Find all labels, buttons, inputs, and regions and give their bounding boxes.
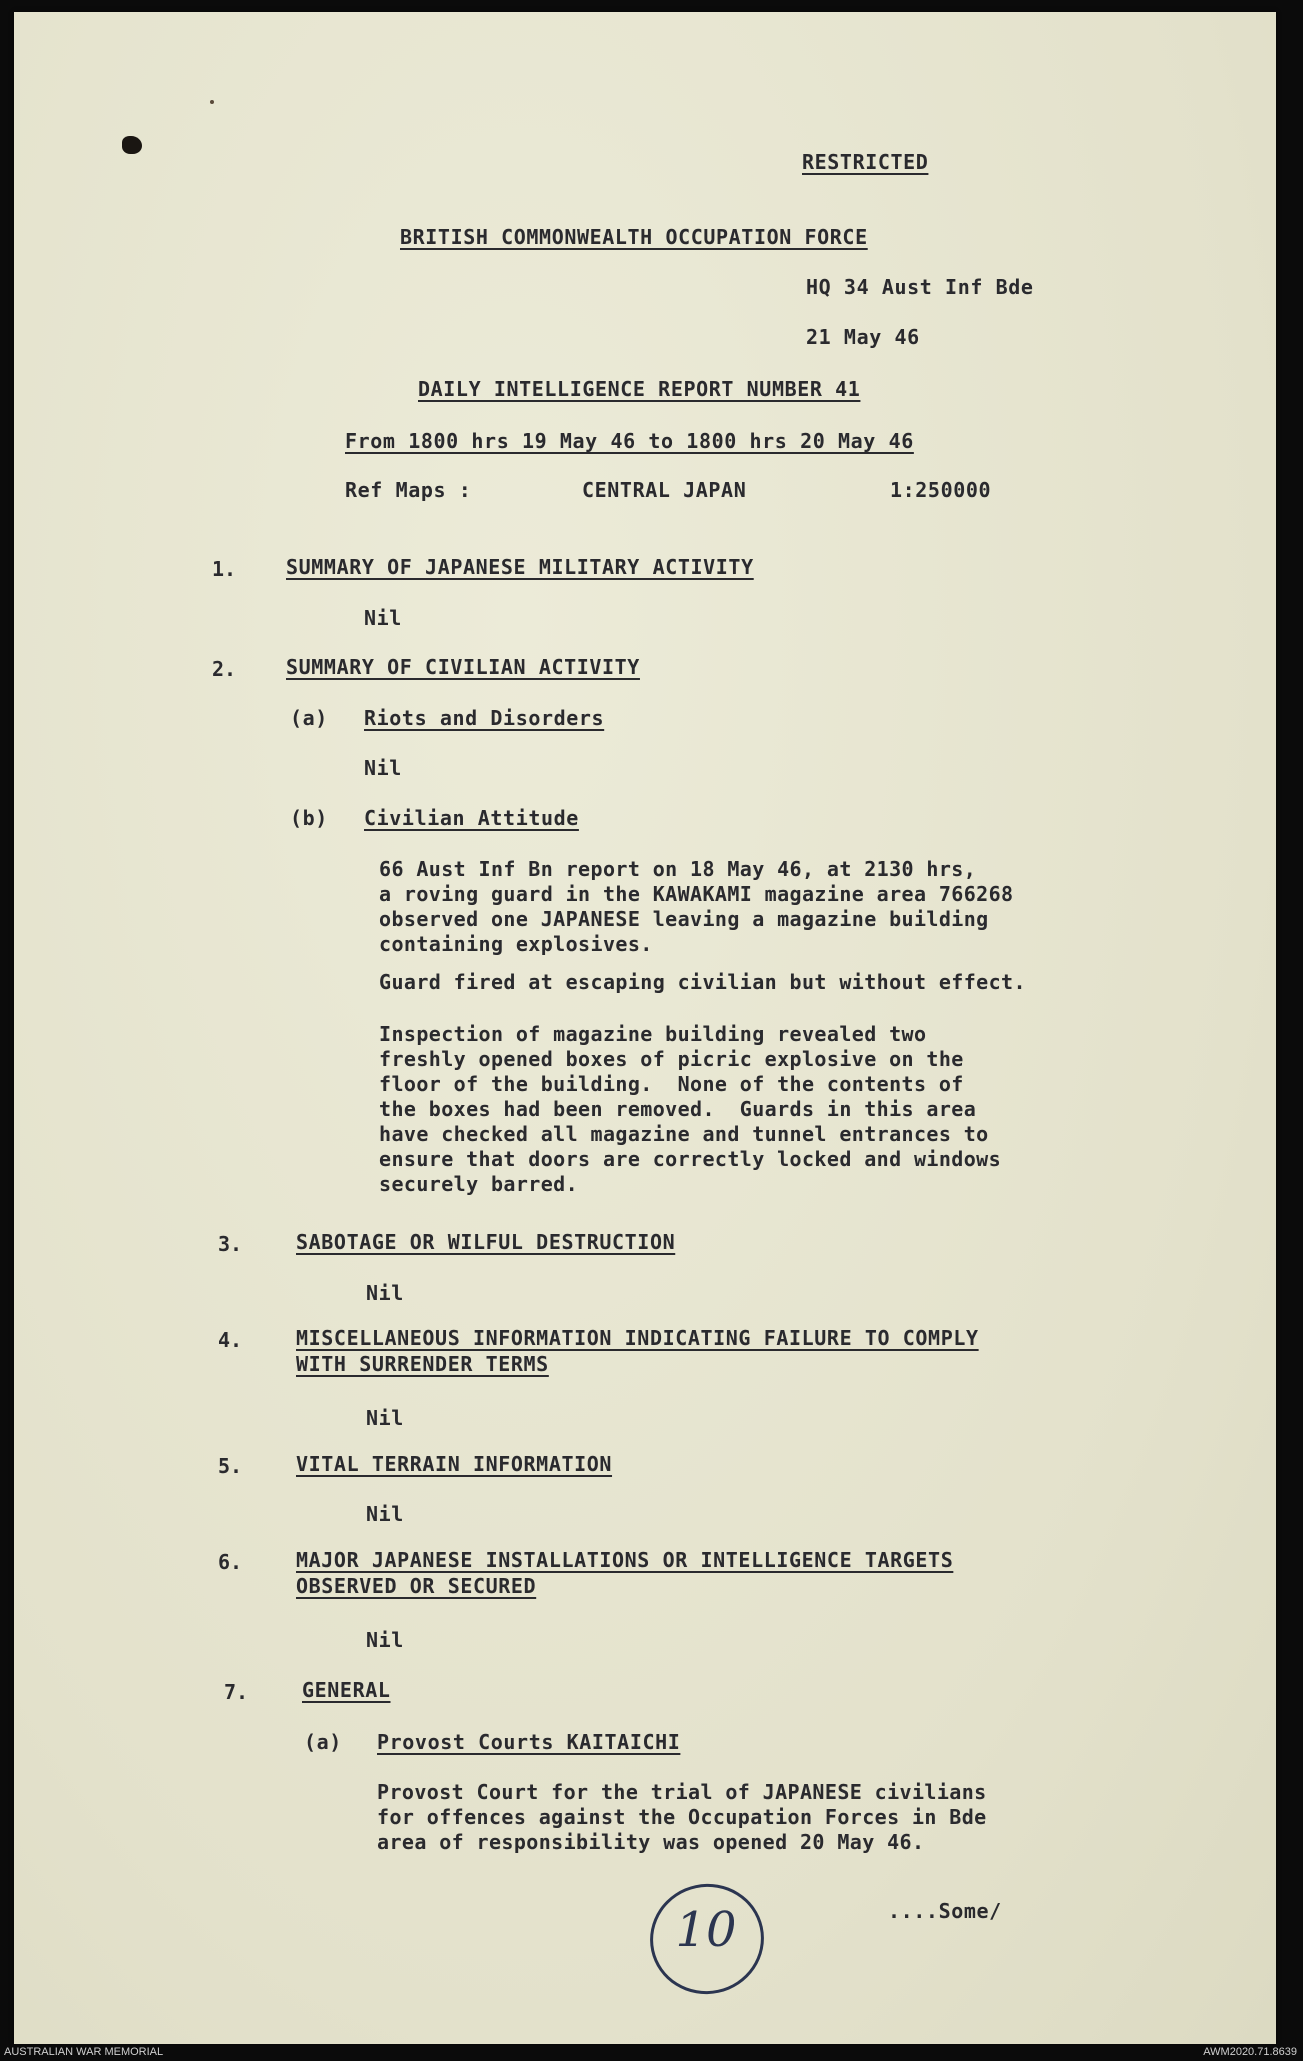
section-7-title: GENERAL	[302, 1678, 391, 1702]
section-3-title: SABOTAGE OR WILFUL DESTRUCTION	[296, 1230, 676, 1254]
report-date: 21 May 46	[806, 325, 920, 349]
report-period: From 1800 hrs 19 May 46 to 1800 hrs 20 May 46	[345, 429, 914, 453]
section-6-title-line-1: MAJOR JAPANESE INSTALLATIONS OR INTELLIGENCE TARGETS	[296, 1548, 954, 1572]
section-6-number: 6.	[218, 1550, 243, 1574]
section-4-number: 4.	[218, 1328, 243, 1352]
organisation-heading: BRITISH COMMONWEALTH OCCUPATION FORCE	[400, 225, 868, 249]
paper-stain	[122, 136, 142, 154]
classification-heading: RESTRICTED	[802, 150, 929, 174]
section-3-body: Nil	[366, 1281, 404, 1305]
section-2b-paragraph-3: Inspection of magazine building revealed two freshly opened boxes of picric explosive on the floor of the building. None of the contents of the boxes had been removed. Guards in this area have checked all magazine and tunnel entrances to ensure that doors are correctly locked and windows securely barred.	[379, 1022, 1002, 1196]
ref-maps-scale: 1:250000	[890, 478, 992, 502]
section-5-number: 5.	[218, 1454, 243, 1478]
section-2-number: 2.	[212, 657, 237, 681]
section-4-body: Nil	[366, 1406, 404, 1430]
section-7a-title: Provost Courts KAITAICHI	[377, 1730, 681, 1754]
section-5-body: Nil	[366, 1502, 404, 1526]
section-2a-label: (a)	[290, 706, 328, 730]
section-1-body: Nil	[364, 606, 402, 630]
footer-institution: AUSTRALIAN WAR MEMORIAL	[4, 2046, 164, 2058]
continuation-marker: ....Some/	[888, 1899, 1002, 1923]
ref-maps-label: Ref Maps :	[345, 478, 472, 502]
section-1-number: 1.	[212, 557, 237, 581]
document-page	[14, 12, 1276, 2044]
section-7-number: 7.	[224, 1680, 249, 1704]
section-2b-label: (b)	[290, 806, 328, 830]
section-2a-title: Riots and Disorders	[364, 706, 605, 730]
ref-maps-area: CENTRAL JAPAN	[582, 478, 747, 502]
section-2b-title: Civilian Attitude	[364, 806, 579, 830]
section-7a-label: (a)	[304, 1730, 342, 1754]
paper-spot	[210, 100, 214, 104]
hq-line: HQ 34 Aust Inf Bde	[806, 275, 1034, 299]
section-2b-paragraph-2: Guard fired at escaping civilian but without effect.	[379, 970, 1026, 994]
section-4-title-line-2: WITH SURRENDER TERMS	[296, 1352, 549, 1376]
section-4-title-line-1: MISCELLANEOUS INFORMATION INDICATING FAILURE TO COMPLY	[296, 1326, 979, 1350]
section-2-title: SUMMARY OF CIVILIAN ACTIVITY	[286, 655, 640, 679]
report-title: DAILY INTELLIGENCE REPORT NUMBER 41	[418, 377, 861, 401]
section-6-title-line-2: OBSERVED OR SECURED	[296, 1574, 537, 1598]
section-6-body: Nil	[366, 1628, 404, 1652]
section-5-title: VITAL TERRAIN INFORMATION	[296, 1452, 613, 1476]
section-1-title: SUMMARY OF JAPANESE MILITARY ACTIVITY	[286, 555, 754, 579]
handwritten-page-number: 10	[675, 1902, 737, 1958]
footer-accession-number: AWM2020.71.8639	[1203, 2046, 1297, 2058]
section-2a-body: Nil	[364, 756, 402, 780]
section-2b-paragraph-1: 66 Aust Inf Bn report on 18 May 46, at 2130 hrs, a roving guard in the KAWAKAMI magazine area 766268 observed one JAPANESE leaving a magazine building containing explosives.	[379, 857, 1014, 956]
section-7a-paragraph-1: Provost Court for the trial of JAPANESE civilians for offences against the Occupation Forces in Bde area of responsibility was opened 20 May 46.	[377, 1780, 987, 1854]
section-3-number: 3.	[218, 1232, 243, 1256]
